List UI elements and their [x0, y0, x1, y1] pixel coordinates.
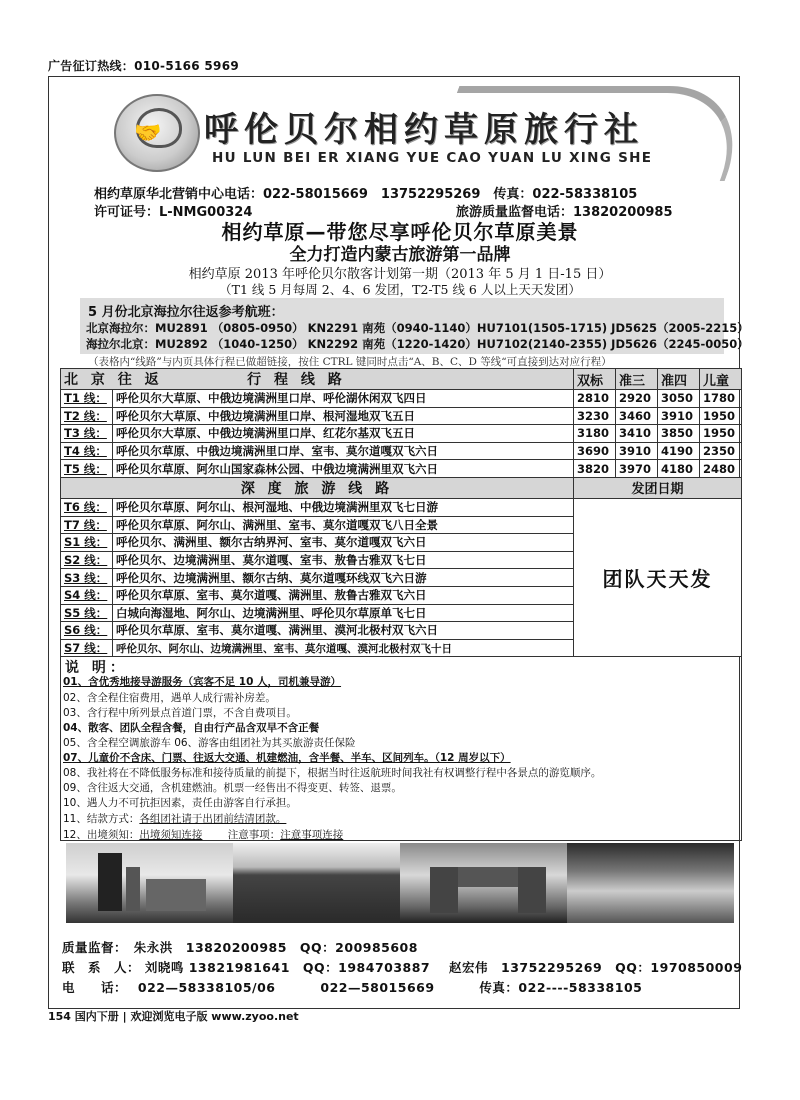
price-cell: 3690: [574, 442, 616, 460]
price-cell: 3180: [574, 425, 616, 443]
table-row: [61, 425, 742, 443]
price-cell: 3910: [616, 442, 658, 460]
round-trip-header: [61, 369, 574, 390]
price-col-child: 儿童: [700, 369, 742, 390]
note-02: 02、含全程住宿费用，遇单人成行需补房差。: [63, 692, 276, 704]
license-number: 许可证号：L-NMG00324: [94, 205, 253, 220]
route-link-t7[interactable]: T7 线：: [61, 516, 113, 534]
plan-schedule: （T1 线 5 月每周 2、4、6 发团，T2-T5 线 6 人以上天天发团）: [219, 282, 581, 297]
route-desc: 呼伦贝尔大草原、中俄边境满洲里口岸、呼伦湖休闲双飞四日: [113, 390, 574, 408]
route-desc: 白城向海湿地、阿尔山、边境满洲里、呼伦贝尔草原单飞七日: [113, 604, 574, 622]
price-cell: 3970: [616, 460, 658, 478]
route-link-s1[interactable]: S1 线：: [61, 534, 113, 552]
note-12-label2: 注意事项：: [227, 829, 281, 841]
ad-hotline: 广告征订热线：010-5166 5969: [48, 59, 240, 73]
table-row: [61, 442, 742, 460]
note-10: 10、遇人力不可抗拒因素，责任由游客自行承担。: [63, 797, 297, 809]
routes-table: [60, 368, 742, 657]
route-link-s5[interactable]: S5 线：: [61, 604, 113, 622]
route-desc: 呼伦贝尔草原、阿尔山、根河湿地、中俄边境满洲里双飞七日游: [113, 498, 574, 516]
route-desc: 呼伦贝尔草原、室韦、莫尔道嘎、满洲里、敖鲁古雅双飞六日: [113, 586, 574, 604]
flight-row-outbound: 北京海拉尔：MU2891 （0805-0950） KN2291 南苑（0940-1140）HU7101(1505-1715) JD5625（2005-2215）: [86, 321, 749, 335]
quality-phone: 旅游质量监督电话：13820200985: [456, 205, 673, 220]
notes-title: 说 明：: [65, 660, 128, 676]
note-11-label: 11、结款方式：: [63, 813, 140, 825]
route-link-s4[interactable]: S4 线：: [61, 586, 113, 604]
note-05: 05、含全程空调旅游车 06、游客由组团社为其买旅游责任保险: [63, 737, 356, 749]
plan-title: 相约草原 2013 年呼伦贝尔散客计划第一期（2013 年 5 月 1 日-15 日）: [188, 267, 612, 282]
flight-title: 5 月份北京海拉尔往返参考航班：: [88, 305, 284, 320]
agency-pinyin: HU LUN BEI ER XIANG YUE CAO YUAN LU XING SHE: [212, 150, 653, 166]
route-link-t5[interactable]: T5 线：: [61, 460, 113, 478]
notes-section: [60, 657, 742, 841]
route-link-t4[interactable]: T4 线：: [61, 442, 113, 460]
route-link-t2[interactable]: T2 线：: [61, 407, 113, 425]
price-col-triple: 准三: [616, 369, 658, 390]
price-cell: 1780: [700, 390, 742, 408]
section-round-trip: 北 京 往 返: [64, 372, 163, 388]
phone-1: 022—58338105/06: [137, 980, 276, 995]
phone-2: 022—58015669: [320, 980, 435, 995]
price-cell: 2350: [700, 442, 742, 460]
route-link-s6[interactable]: S6 线：: [61, 622, 113, 640]
route-desc: 呼伦贝尔草原、室韦、莫尔道嘎、满洲里、漠河北极村双飞六日: [113, 622, 574, 640]
price-cell: 4180: [658, 460, 700, 478]
price-cell: 3050: [658, 390, 700, 408]
exit-notice-link[interactable]: 出境须知连接: [139, 829, 203, 841]
note-11: [63, 811, 286, 826]
price-cell: 3850: [658, 425, 700, 443]
price-col-quad: 准四: [658, 369, 700, 390]
route-link-s3[interactable]: S3 线：: [61, 569, 113, 587]
table-row: [61, 390, 742, 408]
table-row: [61, 407, 742, 425]
route-link-s2[interactable]: S2 线：: [61, 551, 113, 569]
price-cell: 1950: [700, 425, 742, 443]
contact-1: 刘晓鸣 13821981641 QQ：1984703887: [144, 960, 431, 975]
route-desc: 呼伦贝尔、阿尔山、边境满洲里、室韦、莫尔道嘎、漠河北极村双飞十日: [113, 639, 574, 657]
price-cell: 3460: [616, 407, 658, 425]
note-12: [63, 827, 343, 842]
note-11-value: 各组团社请于出团前结清团款。: [139, 813, 287, 825]
round-trip-header-row: [61, 369, 742, 390]
price-cell: 2920: [616, 390, 658, 408]
fax: 传真：022----58338105: [479, 980, 643, 995]
phone-label: 电 话：: [62, 980, 128, 995]
section-route: 行 程 线 路: [247, 372, 346, 388]
note-08: 08、我社将在不降低服务标准和接待质量的前提下，根据当时往返航班时间我社有权调整行程中各景点的游览顺序。: [63, 767, 602, 779]
note-09: 09、含往返大交通，含机建燃油。机票一经售出不得变更、转签、退票。: [63, 782, 402, 794]
main-title: 相约草原—带您尽享呼伦贝尔草原美景: [221, 220, 579, 244]
agency-name: 呼伦贝尔相约草原旅行社: [204, 110, 644, 150]
price-cell: 3910: [658, 407, 700, 425]
table-row: [61, 460, 742, 478]
route-link-s7[interactable]: S7 线：: [61, 639, 113, 657]
logo-header: [62, 80, 732, 180]
sub-title: 全力打造内蒙古旅游第一品牌: [289, 245, 511, 265]
table-row: [61, 498, 742, 516]
photo-strip: [66, 843, 734, 923]
note-01: 01、含优秀地接导游服务（宾客不足 10 人，司机兼导游）: [63, 676, 342, 688]
grassland-photo: [233, 843, 400, 923]
price-cell: 1950: [700, 407, 742, 425]
note-04: 04、散客、团队全程含餐，自由行产品含双早不含正餐: [63, 722, 320, 734]
team-daily-departure: 团队天天发: [574, 498, 742, 656]
note-07: 07、儿童价不含床、门票、往返大交通、机建燃油，含半餐、半车、区间列车。（12 周岁以下）: [63, 752, 511, 764]
hyperlink-note: （表格内“线路”与内页具体行程已做超链接，按住 CTRL 键同时点击“A、B、C、D 等线“可直接到达对应行程）: [88, 356, 612, 368]
handshake-heart-logo-icon: 🤝: [114, 94, 200, 172]
route-link-t6[interactable]: T6 线：: [61, 498, 113, 516]
lakeshore-photo: [567, 843, 734, 923]
route-desc: 呼伦贝尔、满洲里、额尔古纳界河、室韦、莫尔道嘎双飞六日: [113, 534, 574, 552]
contact-2: 赵宏伟 13752295269 QQ：1970850009: [449, 960, 743, 975]
price-cell: 2810: [574, 390, 616, 408]
route-desc: 呼伦贝尔草原、阿尔山、满洲里、室韦、莫尔道嘎双飞八日全景: [113, 516, 574, 534]
contact-persons: [62, 958, 742, 976]
price-cell: 3820: [574, 460, 616, 478]
flight-info-box: [80, 298, 749, 354]
flight-row-return: 海拉尔北京：MU2892 （1040-1250） KN2292 南苑（1220-1420）HU7102(2140-2355) JD5626（2245-0050）: [86, 337, 749, 351]
route-link-t3[interactable]: T3 线：: [61, 425, 113, 443]
contact-label: 联 系 人：: [62, 960, 141, 975]
route-link-t1[interactable]: T1 线：: [61, 390, 113, 408]
price-cell: 3410: [616, 425, 658, 443]
route-desc: 呼伦贝尔大草原、中俄边境满洲里口岸、红花尔基双飞五日: [113, 425, 574, 443]
route-desc: 呼伦贝尔草原、中俄边境满洲里口岸、室韦、莫尔道嘎双飞六日: [113, 442, 574, 460]
price-cell: 3230: [574, 407, 616, 425]
route-desc: 呼伦贝尔大草原、中俄边境满洲里口岸、根河湿地双飞五日: [113, 407, 574, 425]
page-footer: 154 国内下册 | 欢迎浏览电子版 www.zyoo.net: [48, 1010, 299, 1023]
note-12-label: 12、出境须知：: [63, 829, 140, 841]
border-gate-photo: [400, 843, 567, 923]
deep-header-row: [61, 477, 742, 498]
quality-supervisor: 质量监督： 朱永洪 13820200985 QQ：200985608: [62, 940, 418, 955]
departure-date-col: 发团日期: [574, 477, 742, 498]
sales-phone: 相约草原华北营销中心电话：022-58015669 13752295269 传真：022-58338105: [94, 187, 638, 202]
price-col-double: 双标: [574, 369, 616, 390]
route-desc: 呼伦贝尔、边境满洲里、额尔古纳、莫尔道嘎环线双飞六日游: [113, 569, 574, 587]
phone-line: [62, 978, 642, 996]
section-deep-tours: 深 度 旅 游 线 路: [61, 477, 574, 498]
price-cell: 4190: [658, 442, 700, 460]
precautions-link[interactable]: 注意事项连接: [280, 829, 344, 841]
price-cell: 2480: [700, 460, 742, 478]
note-03: 03、含行程中所列景点首道门票，不含自费项目。: [63, 707, 297, 719]
route-desc: 呼伦贝尔草原、阿尔山国家森林公园、中俄边境满洲里双飞六日: [113, 460, 574, 478]
route-desc: 呼伦贝尔、边境满洲里、莫尔道嘎、室韦、敖鲁古雅双飞七日: [113, 551, 574, 569]
city-buildings-photo: [66, 843, 233, 923]
